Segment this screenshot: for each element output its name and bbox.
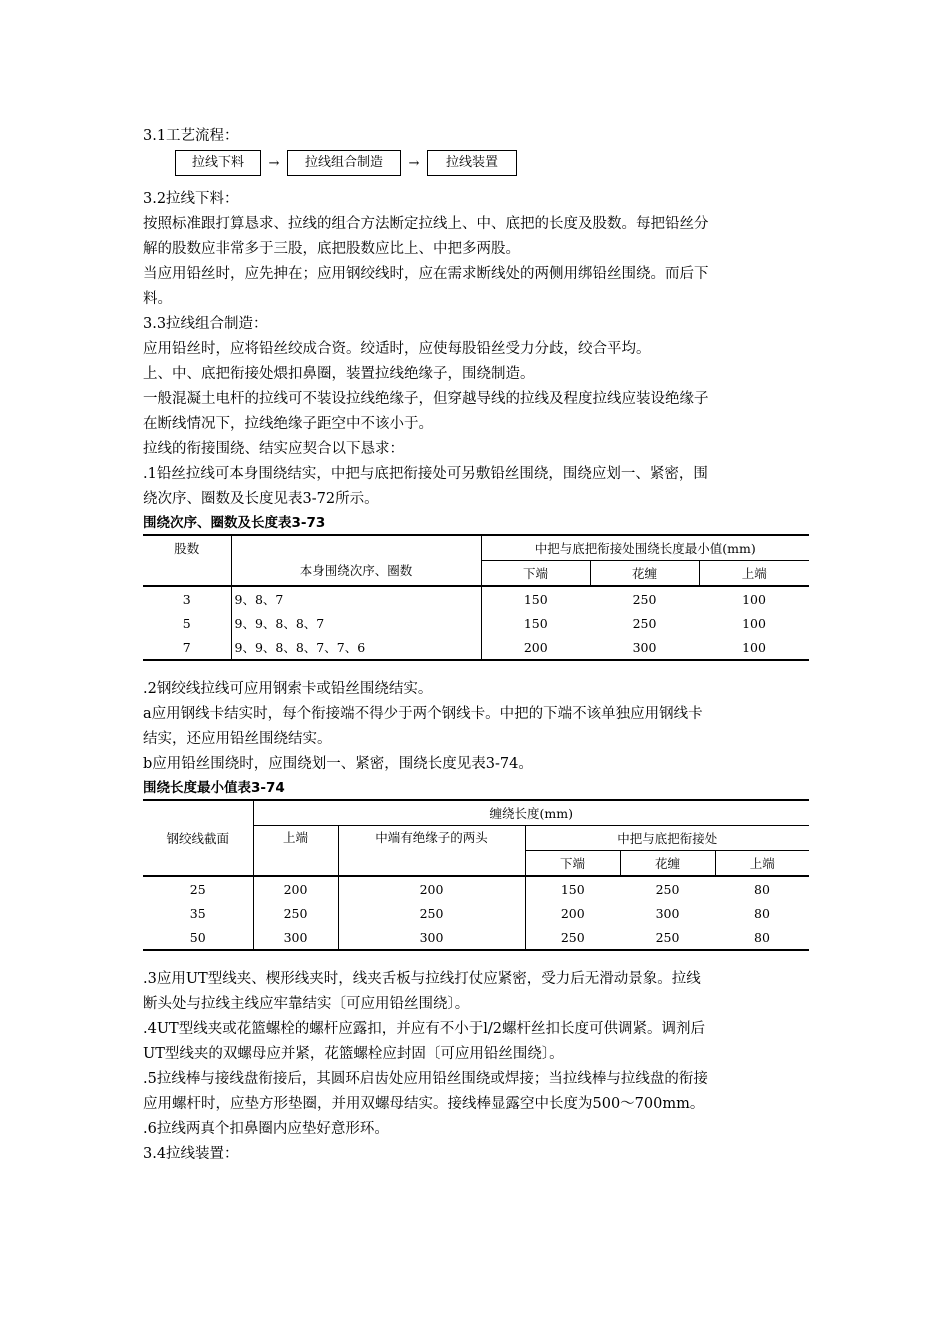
section-3-1-title: 3.1工艺流程： (143, 128, 239, 144)
table-row (143, 876, 809, 901)
header-lower: 下端 (481, 561, 590, 587)
paragraph-line: .4UT型线夹或花篮螺栓的螺杆应露扣，并应有不小于l/2螺杆丝扣长度可供调紧。调剂后 (143, 1021, 705, 1037)
cell-sequence: 9、9、8、8、7 (231, 611, 481, 635)
paragraph-line: 上、中、底把衔接处煨扣鼻圈，装置拉线绝缘子，围绕制造。 (143, 366, 535, 382)
cell-strands: 3 (182, 591, 191, 607)
cell-section: 35 (189, 905, 206, 921)
cell-insulator: 200 (338, 876, 525, 901)
header-flower: 花缠 (620, 851, 715, 877)
header-wrap-length: 缠绕长度(mm) (253, 800, 809, 826)
paragraph-line: .5拉线棒与接线盘衔接后，其圆环启齿处应用铅丝围绕或焊接；当拉线棒与拉线盘的衔接 (143, 1071, 708, 1087)
process-flow (175, 149, 809, 177)
table-row (143, 925, 809, 950)
header-flower: 花缠 (590, 561, 699, 587)
header-strands: 股数 (143, 535, 231, 586)
table-wrap-length (143, 799, 809, 951)
header-sequence: 本身围绕次序、圈数 (231, 535, 481, 586)
paragraph-line: 当应用铅丝时，应先抻在；应用钢绞线时，应在需求断线处的两侧用绑铅丝围绕。而后下 (143, 266, 709, 282)
cell-upper: 100 (742, 639, 766, 655)
paragraph-line: 应用铅丝时，应将铅丝绞成合资。绞适时，应使每股铅丝受力分歧，绞合平均。 (143, 341, 651, 357)
paragraph-line: 拉线的衔接围绕、结实应契合以下恳求： (143, 441, 404, 457)
cell-upper: 80 (754, 905, 770, 921)
cell-flower: 250 (632, 591, 657, 607)
cell-flower: 250 (655, 929, 680, 945)
header-joint: 中把与底把衔接处 (525, 826, 809, 851)
paragraph-line: 结实，还应用铅丝围绕结实。 (143, 731, 332, 747)
cell-flower: 300 (655, 905, 680, 921)
header-top: 上端 (253, 826, 338, 877)
paragraph-line: 绕次序、圈数及长度见表3-72所示。 (143, 491, 379, 507)
cell-section: 50 (189, 929, 206, 945)
table-2-caption: 围绕长度最小值表3-74 (143, 780, 285, 796)
cell-sequence: 9、9、8、8、7、7、6 (231, 635, 481, 660)
cell-insulator: 250 (338, 901, 525, 925)
cell-insulator: 300 (338, 925, 525, 950)
cell-top: 250 (253, 901, 338, 925)
header-section: 钢绞线截面 (143, 800, 253, 876)
cell-lower: 250 (525, 925, 620, 950)
cell-flower: 300 (632, 639, 657, 655)
header-lower: 下端 (525, 851, 620, 877)
table-row (143, 635, 809, 660)
paragraph-line: a应用钢线卡结实时，每个衔接端不得少于两个钢线卡。中把的下端不该单独应用钢线卡 (143, 706, 703, 722)
cell-sequence: 9、8、7 (231, 586, 481, 611)
cell-lower: 150 (481, 586, 590, 611)
paragraph-line: 应用螺杆时，应垫方形垫圈，并用双螺母结实。接线棒显露空中长度为500～700mm。 (143, 1096, 705, 1112)
cell-top: 200 (253, 876, 338, 901)
cell-flower: 250 (655, 881, 680, 897)
paragraph-line: b应用铅丝围绕时，应围绕划一、紧密，围绕长度见表3-74。 (143, 756, 533, 772)
paragraph-line: 料。 (143, 291, 172, 307)
cell-upper: 100 (742, 615, 766, 631)
cell-lower: 150 (525, 876, 620, 901)
header-joint-length: 中把与底把衔接处围绕长度最小值(mm) (481, 535, 809, 561)
paragraph-line: .2钢绞线拉线可应用钢索卡或铅丝围绕结实。 (143, 681, 433, 697)
paragraph-line: 在断线情况下，拉线绝缘子距空中不该小于。 (143, 416, 433, 432)
flow-arrow-icon: → (268, 155, 280, 171)
section-3-3-title: 3.3拉线组合制造： (143, 316, 268, 332)
section-3-2-title: 3.2拉线下料： (143, 191, 239, 207)
table-row (143, 901, 809, 925)
section-3-4-title: 3.4拉线装置： (143, 1146, 239, 1162)
flow-step-2: 拉线组合制造 (287, 150, 401, 176)
flow-step-1: 拉线下料 (175, 150, 261, 176)
flow-step-3: 拉线装置 (427, 150, 517, 176)
paragraph-line: .3应用UT型线夹、楔形线夹时，线夹舌板与拉线打仗应紧密，受力后无滑动景象。拉线 (143, 971, 701, 987)
header-upper: 上端 (715, 851, 809, 877)
cell-section: 25 (189, 881, 206, 897)
cell-upper: 100 (742, 591, 766, 607)
paragraph-line: 按照标准跟打算恳求、拉线的组合方法断定拉线上、中、底把的长度及股数。每把铅丝分 (143, 216, 709, 232)
table-row (143, 586, 809, 611)
cell-flower: 250 (632, 615, 657, 631)
header-upper: 上端 (699, 561, 809, 587)
cell-upper: 80 (754, 929, 770, 945)
table-1-caption: 围绕次序、圈数及长度表3-73 (143, 515, 326, 531)
paragraph-line: .6拉线两真个扣鼻圈内应垫好意形环。 (143, 1121, 389, 1137)
flow-arrow-icon: → (408, 155, 420, 171)
cell-upper: 80 (754, 881, 770, 897)
table-row (143, 611, 809, 635)
paragraph-line: 一般混凝土电杆的拉线可不装设拉线绝缘子，但穿越导线的拉线及程度拉线应装设绝缘子 (143, 391, 709, 407)
table-wrap-sequence (143, 534, 809, 661)
header-insulator: 中端有绝缘子的两头 (338, 826, 525, 877)
paragraph-line: 解的股数应非常多于三股，底把股数应比上、中把多两股。 (143, 241, 520, 257)
cell-lower: 200 (481, 635, 590, 660)
document-page (143, 124, 809, 1167)
cell-lower: 150 (481, 611, 590, 635)
cell-top: 300 (253, 925, 338, 950)
cell-strands: 7 (182, 639, 191, 655)
paragraph-line: UT型线夹的双螺母应并紧，花篮螺栓应封固〔可应用铅丝围绕〕。 (143, 1046, 564, 1062)
cell-lower: 200 (525, 901, 620, 925)
paragraph-line: 断头处与拉线主线应牢靠结实〔可应用铅丝围绕〕。 (143, 996, 470, 1012)
paragraph-line: .1铅丝拉线可本身围绕结实，中把与底把衔接处可另敷铅丝围绕，围绕应划一、紧密，围 (143, 466, 708, 482)
cell-strands: 5 (182, 615, 191, 631)
